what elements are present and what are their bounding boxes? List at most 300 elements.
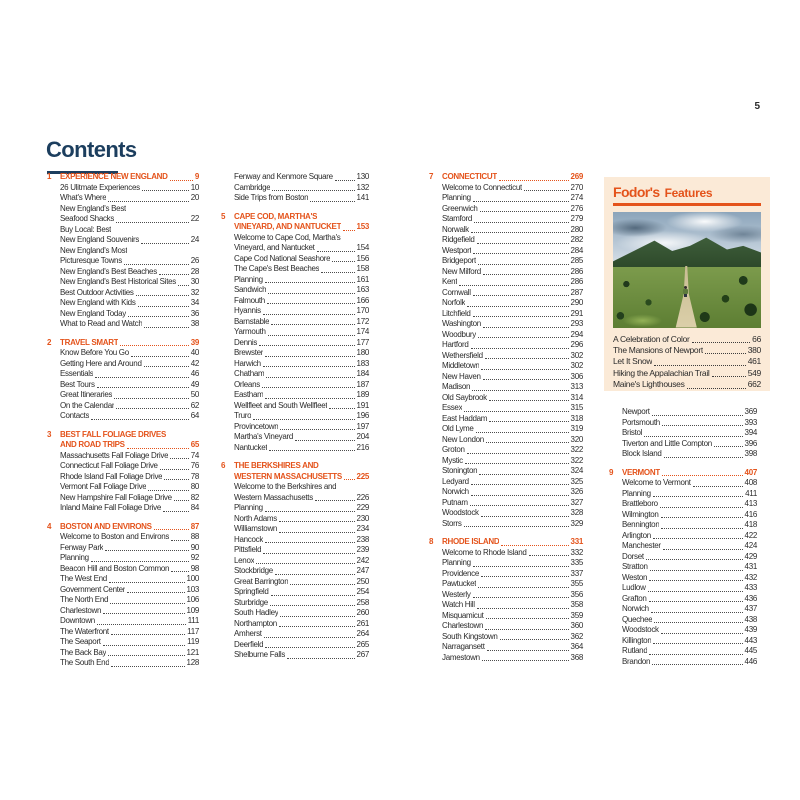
toc-entry-row: [47, 267, 199, 278]
page-ref: 38: [190, 319, 199, 328]
dot-leader: [91, 561, 189, 562]
section-title: VERMONT: [622, 467, 660, 477]
section-title: THE BERKSHIRES AND: [234, 461, 319, 470]
entry-title: Stockbridge: [234, 566, 273, 575]
entry-title: Maine's Lighthouses: [613, 379, 685, 390]
toc-entry-row: [47, 585, 199, 596]
page-ref: 286: [570, 266, 583, 276]
toc-entry-row: [429, 235, 583, 246]
dot-leader: [265, 647, 354, 648]
toc-entry-row: [47, 648, 199, 659]
dot-leader: [650, 570, 743, 571]
toc-entry-row: [429, 372, 583, 383]
toc-entry-row: [47, 616, 199, 627]
page-ref: 358: [570, 600, 583, 609]
entry-title: Old Saybrook: [442, 392, 487, 402]
toc-section-continuation: [609, 407, 757, 460]
entry-title: Provincetown: [234, 421, 279, 431]
page-ref: 287: [570, 287, 583, 297]
entry-title: Welcome to Vermont: [622, 478, 691, 487]
dot-leader: [280, 429, 354, 430]
entry-title: Truro: [234, 411, 252, 420]
toc-entry-row: [47, 319, 199, 330]
entry-title: New Haven: [442, 371, 481, 381]
toc-column-1: [47, 172, 199, 677]
dot-leader: [471, 495, 569, 496]
page-ref: 204: [356, 432, 369, 441]
toc-entry-row: [609, 418, 757, 429]
dot-leader: [109, 582, 185, 583]
toc-entry-row: [429, 267, 583, 278]
page-ref: 166: [356, 295, 369, 305]
entry-title: Barnstable: [234, 316, 270, 326]
entry-title: Storrs: [442, 518, 462, 528]
section-number: 3: [47, 429, 52, 439]
entry-title: What to Read and Watch: [60, 319, 143, 328]
page-ref: 290: [570, 298, 583, 307]
page-ref: 359: [570, 610, 583, 620]
dot-leader: [329, 408, 354, 409]
page-ref: 161: [356, 274, 369, 284]
toc-entry-row: [609, 594, 757, 605]
dot-leader: [471, 348, 569, 349]
page-ref: 279: [570, 214, 583, 223]
section-title: BEST FALL FOLIAGE DRIVES: [60, 429, 166, 439]
toc-entry-row: [609, 646, 757, 657]
toc-entry-row: [47, 225, 199, 236]
toc-entry-row: [429, 204, 583, 215]
dot-leader: [271, 324, 354, 325]
page-ref: 446: [744, 656, 757, 666]
dot-leader: [335, 180, 355, 181]
entry-title: New England's Best Historical Sites: [60, 277, 176, 286]
entry-title: Litchfield: [442, 308, 471, 318]
entry-title: Woodstock: [622, 625, 659, 634]
dot-leader: [687, 388, 746, 389]
toc-entry-row: [609, 541, 757, 552]
dot-leader: [501, 545, 568, 546]
entry-title: Ledyard: [442, 476, 469, 486]
entry-title: Watch Hill: [442, 600, 475, 609]
page-ref: 239: [356, 545, 369, 554]
dot-leader: [268, 335, 355, 336]
toc-entry-row: [429, 642, 583, 653]
toc-entry-row: [47, 369, 199, 380]
page-ref: 337: [570, 568, 583, 578]
page-ref: 26: [190, 256, 199, 265]
dot-leader: [646, 559, 743, 560]
dot-leader: [654, 365, 745, 366]
toc-entry-row: [429, 403, 583, 414]
entry-title: Welcome to Connecticut: [442, 182, 522, 192]
entry-title: Welcome to Cape Cod, Martha's: [234, 232, 341, 242]
section-number: 2: [47, 337, 52, 347]
toc-entry-row: [47, 472, 199, 483]
entry-title: Bennington: [622, 520, 660, 529]
entry-title: Cornwall: [442, 287, 471, 297]
dot-leader: [343, 230, 354, 231]
features-label: Features: [664, 186, 713, 200]
toc-heading-row: [429, 537, 583, 548]
toc-entry-row: [221, 577, 369, 588]
entry-title: Great Barrington: [234, 576, 289, 586]
toc-entry-row: [429, 477, 583, 488]
toc-section: [47, 522, 199, 669]
toc-entry-row: [609, 478, 757, 489]
dot-leader: [111, 634, 185, 635]
feature-entry-row: [613, 368, 761, 379]
dot-leader: [315, 500, 355, 501]
toc-heading-row: [221, 222, 369, 233]
toc-entry-row: [429, 193, 583, 204]
section-title: RHODE ISLAND: [442, 537, 500, 546]
toc-entry-row: [609, 625, 757, 636]
toc-entry-row: [47, 380, 199, 391]
page-ref: 230: [356, 513, 369, 523]
section-number: 5: [221, 211, 226, 221]
page-ref: 117: [187, 626, 199, 636]
toc-entry-row: [221, 348, 369, 359]
toc-entry-row: [609, 499, 757, 510]
dot-leader: [712, 376, 746, 377]
dot-leader: [473, 566, 569, 567]
toc-entry-row: [221, 317, 369, 328]
page-ref: 369: [744, 407, 757, 416]
toc-entry-row: [609, 439, 757, 450]
dot-leader: [663, 549, 743, 550]
dot-leader: [310, 201, 354, 202]
page-ref: 119: [187, 637, 199, 646]
dot-leader: [263, 314, 355, 315]
feature-entry-row: [613, 356, 761, 367]
dot-leader: [524, 190, 569, 191]
dot-leader: [652, 664, 742, 665]
toc-entry-row: [609, 520, 757, 531]
dot-leader: [483, 274, 569, 275]
entry-title: The North End: [60, 595, 109, 604]
dot-leader: [473, 253, 568, 254]
page-ref: 88: [190, 532, 199, 541]
entry-title: Welcome to Rhode Island: [442, 547, 527, 557]
dot-leader: [478, 587, 568, 588]
page-ref: 264: [356, 629, 369, 638]
toc-entry-row: [47, 390, 199, 401]
entry-title: New England Today: [60, 308, 126, 318]
toc-entry-row: [221, 296, 369, 307]
entry-title: Welcome to the Berkshires and: [234, 482, 337, 491]
page-ref: 411: [745, 488, 757, 498]
toc-section: [47, 172, 199, 330]
toc-entry-row: [221, 587, 369, 598]
toc-entry-row: [609, 407, 757, 418]
toc-section: [47, 430, 199, 514]
entry-title: Planning: [60, 553, 89, 562]
toc-entry-row: [47, 595, 199, 606]
dot-leader: [124, 264, 189, 265]
toc-entry-row: [429, 319, 583, 330]
toc-entry-row: [47, 193, 199, 204]
toc-entry-row: [221, 640, 369, 651]
entry-title: The Cape's Best Beaches: [234, 264, 320, 273]
page-ref: 265: [356, 639, 369, 649]
toc-column-4: [609, 407, 757, 675]
dot-leader: [499, 180, 569, 181]
dot-leader: [529, 555, 569, 556]
entry-title: Wellfleet and South Wellfleet: [234, 400, 328, 410]
dot-leader: [653, 538, 743, 539]
toc-entry-row: [221, 443, 369, 454]
dot-leader: [485, 629, 568, 630]
dot-leader: [486, 618, 569, 619]
dot-leader: [97, 387, 189, 388]
page-ref: 662: [747, 379, 761, 390]
dot-leader: [332, 261, 354, 262]
page-ref: 393: [744, 417, 757, 427]
toc-entry-row: [609, 510, 757, 521]
page-ref: 261: [356, 618, 369, 628]
toc-entry-row: [47, 256, 199, 267]
page-ref: 42: [190, 358, 199, 368]
entry-title: Brattleboro: [622, 499, 658, 508]
entry-title: New England with Kids: [60, 298, 136, 307]
entry-title: Bristol: [622, 428, 643, 437]
dot-leader: [120, 345, 188, 346]
page-ref: 229: [356, 503, 369, 512]
page-ref: 250: [356, 576, 369, 586]
section-title: CAPE COD, MARTHA'S: [234, 211, 318, 221]
entry-title: Rhode Island Fall Foliage Drive: [60, 471, 163, 481]
page-ref: 141: [356, 193, 369, 202]
toc-entry-row: [609, 531, 757, 542]
entry-title: Norwich: [442, 487, 469, 496]
entry-title: The Seaport: [60, 637, 101, 646]
entry-title: Inland Maine Fall Foliage Drive: [60, 503, 161, 512]
page-ref: 413: [744, 499, 757, 508]
toc-entry-row: [47, 627, 199, 638]
toc-entry-row: [609, 636, 757, 647]
toc-entry-row: [47, 288, 199, 299]
page-ref: 40: [190, 348, 199, 357]
toc-entry-row: [47, 564, 199, 575]
page-ref: 78: [190, 471, 199, 481]
entry-title: Greenwich: [442, 203, 478, 213]
toc-column-2: [221, 172, 369, 669]
entry-title: Nantucket: [234, 442, 268, 452]
page-ref: 436: [744, 593, 757, 603]
dot-leader: [477, 608, 569, 609]
page-ref: 322: [570, 455, 583, 465]
toc-heading-row: [221, 212, 369, 223]
page-ref: 364: [570, 642, 583, 651]
page-ref: 174: [356, 327, 369, 336]
page-ref: 319: [570, 424, 583, 433]
page-ref: 296: [570, 340, 583, 349]
dot-leader: [265, 542, 355, 543]
page-ref: 267: [356, 650, 369, 659]
toc-entry-row: [221, 369, 369, 380]
dot-leader: [136, 295, 189, 296]
dot-leader: [270, 605, 355, 606]
entry-title: Arlington: [622, 530, 651, 540]
page-ref: 238: [356, 534, 369, 544]
entry-title: Buy Local: Best: [60, 224, 112, 234]
page-ref: 306: [570, 371, 583, 381]
entry-title: Misquamicut: [442, 610, 484, 620]
entry-title: New Hampshire Fall Foliage Drive: [60, 492, 172, 502]
entry-title: Narragansett: [442, 642, 485, 651]
toc-entry-row: [429, 548, 583, 559]
dot-leader: [653, 643, 742, 644]
page-ref: 87: [190, 521, 199, 531]
page-ref: 407: [744, 467, 757, 477]
toc-heading-row: [47, 430, 199, 441]
dot-leader: [664, 457, 743, 458]
entry-title: Providence: [442, 568, 480, 578]
dot-leader: [127, 448, 189, 449]
page-ref: 50: [190, 390, 199, 399]
entry-title: Northampton: [234, 618, 277, 628]
dot-leader: [178, 285, 189, 286]
page-ref: 22: [190, 214, 199, 223]
page-ref: 90: [190, 542, 199, 552]
toc-entry-row: [429, 309, 583, 320]
toc-entry-row: [221, 338, 369, 349]
page-ref: 158: [356, 264, 369, 273]
toc-entry-row: [221, 254, 369, 265]
page-ref: 293: [570, 319, 583, 328]
entry-title: Essex: [442, 403, 463, 412]
entry-title: Newport: [622, 407, 650, 416]
section-number: 1: [47, 172, 52, 181]
page-ref: 443: [744, 635, 757, 645]
page-ref: 24: [190, 235, 199, 244]
toc-entry-row: [429, 424, 583, 435]
dot-leader: [465, 463, 569, 464]
dot-leader: [649, 654, 742, 655]
toc-entry-row: [429, 508, 583, 519]
toc-entry-row: [429, 456, 583, 467]
dot-leader: [290, 584, 354, 585]
entry-title: Pawtucket: [442, 579, 477, 588]
section-title: EXPERIENCE NEW ENGLAND: [60, 172, 168, 181]
entry-title: Seafood Shacks: [60, 214, 115, 223]
toc-entry-row: [221, 172, 369, 183]
entry-title: Hancock: [234, 534, 264, 544]
dot-leader: [476, 432, 569, 433]
dot-leader: [280, 616, 354, 617]
entry-title: Quechee: [622, 614, 653, 624]
toc-entry-row: [47, 246, 199, 257]
page-ref: 461: [747, 356, 761, 367]
entry-title: Planning: [442, 558, 471, 567]
page-ref: 284: [570, 245, 583, 255]
dot-leader: [479, 474, 568, 475]
dot-leader: [279, 532, 354, 533]
toc-entry-row: [609, 449, 757, 460]
page-ref: 226: [356, 492, 369, 502]
entry-title: Stratton: [622, 562, 648, 571]
page-ref: 418: [744, 520, 757, 529]
entry-title: Western Massachusetts: [234, 492, 313, 502]
page-ref: 320: [570, 434, 583, 444]
page-ref: 80: [190, 482, 199, 491]
page-ref: 76: [190, 461, 199, 470]
page-ref: 318: [570, 413, 583, 423]
page-ref: 30: [190, 277, 199, 286]
dot-leader: [91, 419, 189, 420]
dot-leader: [103, 613, 184, 614]
entry-title: Charlestown: [442, 621, 484, 630]
page-ref: 368: [570, 652, 583, 662]
page-ref: 20: [190, 193, 199, 202]
page-ref: 111: [187, 616, 199, 625]
toc-entry-row: [221, 514, 369, 525]
photo-hiker: [683, 286, 689, 297]
dot-leader: [171, 540, 189, 541]
entry-title: New England's Most: [60, 245, 128, 255]
entry-title: Springfield: [234, 587, 269, 596]
dot-leader: [171, 571, 189, 572]
page-ref: 170: [356, 306, 369, 315]
page-ref: 424: [744, 541, 757, 550]
entry-title: The South End: [60, 658, 110, 667]
entry-title: Hiking the Appalachian Trail: [613, 367, 710, 378]
entry-title: Vineyard, and Nantucket: [234, 243, 315, 252]
toc-entry-row: [429, 414, 583, 425]
page-ref: 313: [570, 382, 583, 391]
page-ref: 327: [570, 497, 583, 507]
page-ref: 282: [570, 235, 583, 244]
dot-leader: [142, 190, 189, 191]
toc-entry-row: [221, 566, 369, 577]
page-ref: 197: [356, 421, 369, 431]
page-ref: 380: [747, 344, 761, 355]
dot-leader: [266, 377, 354, 378]
toc-entry-row: [221, 535, 369, 546]
fodors-logo: Fodor's: [613, 184, 660, 200]
toc-entry-row: [221, 233, 369, 244]
page-number: 5: [754, 101, 760, 112]
entry-title: Know Before You Go: [60, 348, 129, 357]
page-ref: 109: [186, 605, 199, 615]
toc-entry-row: [429, 277, 583, 288]
page-ref: 433: [744, 583, 757, 592]
page-ref: 196: [356, 411, 369, 420]
toc-entry-row: [221, 380, 369, 391]
dot-leader: [464, 526, 569, 527]
entry-title: Jamestown: [442, 652, 480, 662]
toc-entry-row: [221, 482, 369, 493]
dot-leader: [661, 517, 743, 518]
entry-title: Wilmington: [622, 509, 659, 519]
dot-leader: [654, 622, 742, 623]
features-list: [613, 334, 761, 391]
toc-entry-row: [429, 225, 583, 236]
page-ref: 302: [570, 350, 583, 360]
entry-title: Side Trips from Boston: [234, 193, 309, 202]
entry-title: Westport: [442, 245, 472, 255]
entry-title: Contacts: [60, 411, 90, 420]
dot-leader: [483, 379, 569, 380]
toc-entry-row: [609, 489, 757, 500]
dot-leader: [138, 306, 189, 307]
section-title: TRAVEL SMART: [60, 337, 119, 347]
page-ref: 132: [356, 182, 369, 192]
entry-title: Getting Here and Around: [60, 358, 142, 368]
entry-title: Brandon: [622, 656, 651, 666]
dot-leader: [287, 658, 354, 659]
entry-title: Westerly: [442, 589, 471, 599]
